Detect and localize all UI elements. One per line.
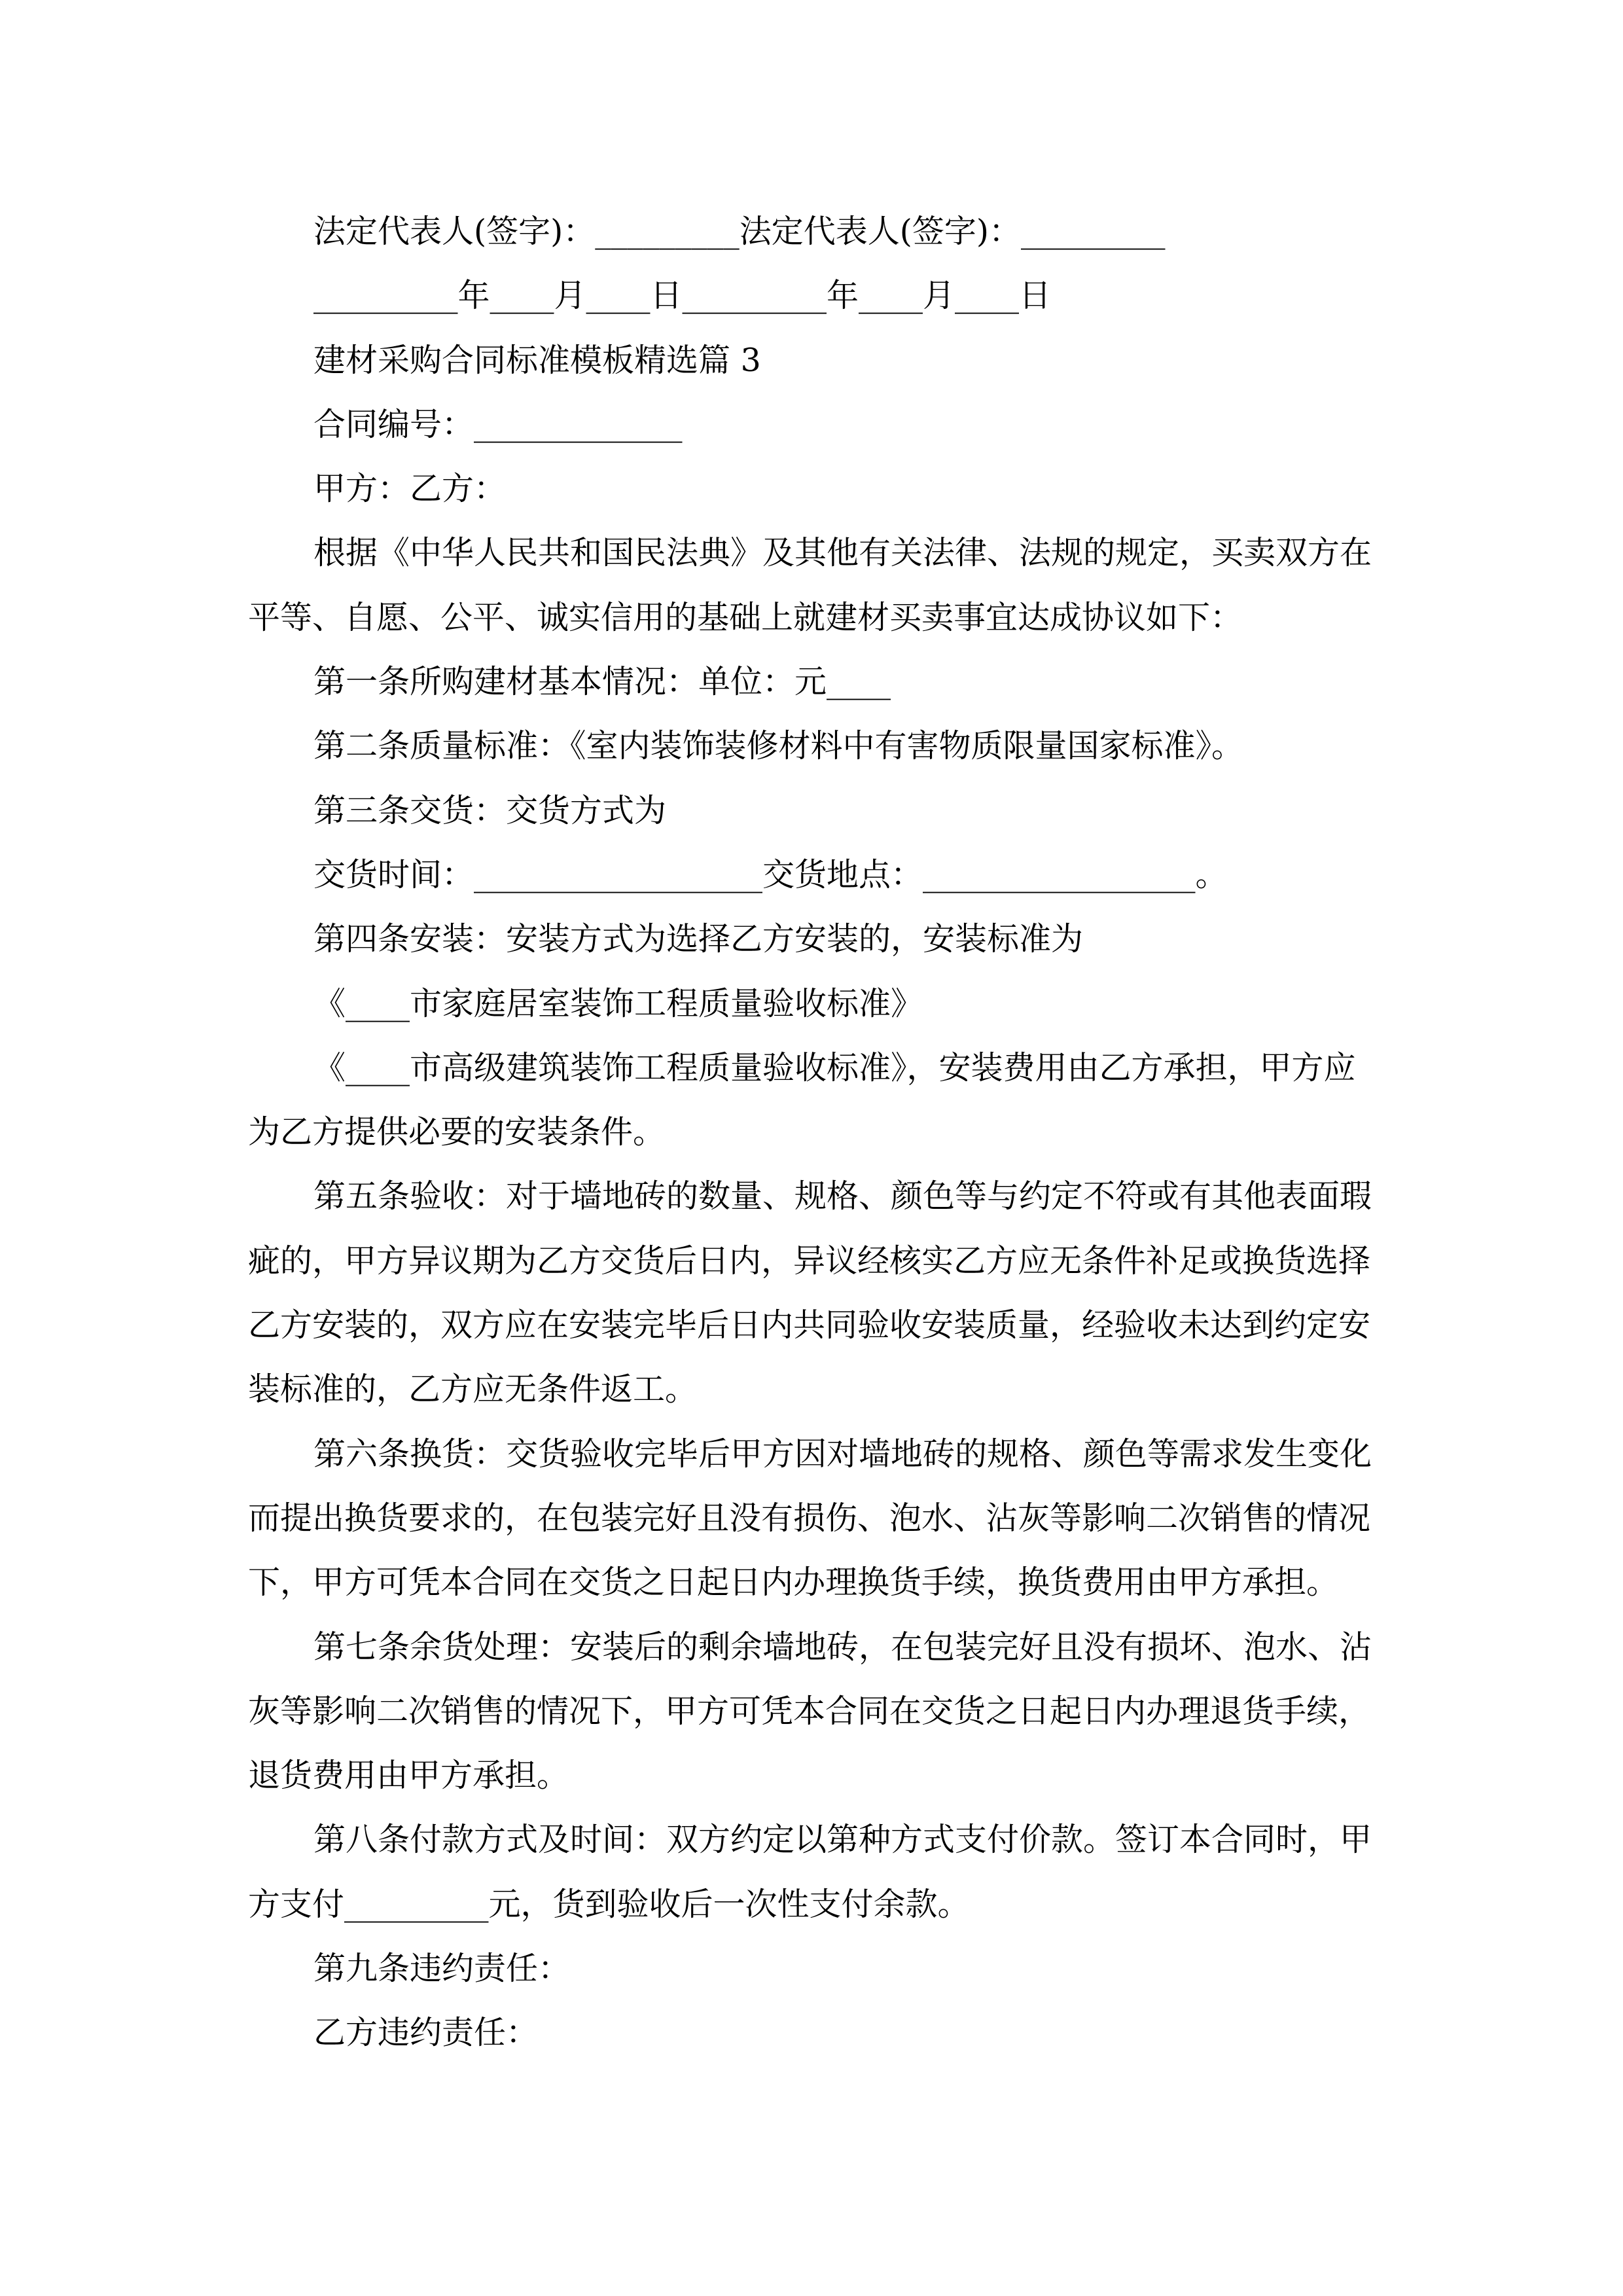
text-line: 《____市家庭居室装饰工程质量验收标准》: [313, 984, 923, 1022]
text-line: 乙方安装的，双方应在安装完毕后日内共同验收安装质量，经验收未达到约定安: [248, 1306, 1371, 1344]
text-line: 《____市高级建筑装饰工程质量验收标准》，安装费用由乙方承担，甲方应: [313, 1049, 1356, 1086]
text-line: 根据《中华人民共和国民法典》及其他有关法律、法规的规定，买卖双方在: [313, 534, 1372, 572]
paragraph: [248, 2001, 1400, 2065]
text-line: 平等、自愿、公平、诚实信用的基础上就建材买卖事宜达成协议如下：: [248, 598, 1243, 636]
text-line: 第七条余货处理：安装后的剩余墙地砖，在包装完好且没有损坏、泡水、沾: [313, 1628, 1372, 1666]
text-line: 方支付_________元，货到验收后一次性支付余款。: [248, 1885, 970, 1923]
paragraph: [248, 779, 1400, 843]
text-line: 第六条换货：交货验收完毕后甲方因对墙地砖的规格、颜色等需求发生变化: [313, 1435, 1372, 1473]
text-line: 交货时间：__________________交货地点：_________________。: [313, 855, 1228, 893]
text-line: 第一条所购建材基本情况：单位：元____: [313, 663, 891, 701]
paragraph: [248, 1164, 1400, 1422]
text-line: 下，甲方可凭本合同在交货之日起日内办理换货手续，换货费用由甲方承担。: [248, 1564, 1339, 1602]
text-line: 乙方违约责任：: [313, 2014, 539, 2052]
paragraph: [248, 843, 1400, 907]
text-line: 而提出换货要求的，在包装完好且没有损伤、泡水、沾灰等影响二次销售的情况: [248, 1499, 1371, 1537]
text-line: 为乙方提供必要的安装条件。: [248, 1113, 666, 1151]
paragraph: [248, 1036, 1400, 1165]
paragraph: [248, 521, 1400, 650]
text-line: 疵的，甲方异议期为乙方交货后日内，异议经核实乙方应无条件补足或换货选择: [248, 1242, 1371, 1280]
paragraph: [248, 1937, 1400, 2001]
text-line: 第九条违约责任：: [313, 1950, 571, 1988]
document-page: [248, 200, 1400, 2066]
paragraph: [248, 1422, 1400, 1615]
paragraph: [248, 1615, 1400, 1808]
paragraph: [248, 1808, 1400, 1937]
text-line: 第二条质量标准：《室内装饰装修材料中有害物质限量国家标准》。: [313, 727, 1244, 765]
text-line: 第三条交货：交货方式为: [313, 791, 667, 829]
text-line: 装标准的，乙方应无条件返工。: [248, 1371, 698, 1408]
paragraph: [248, 714, 1400, 778]
text-line: 灰等影响二次销售的情况下，甲方可凭本合同在交货之日起日内办理退货手续，: [248, 1692, 1371, 1730]
paragraph: [248, 457, 1400, 521]
text-line: 第四条安装：安装方式为选择乙方安装的，安装标准为: [313, 920, 1084, 958]
text-line: 退货费用由甲方承担。: [248, 1757, 569, 1795]
text-line: 法定代表人(签字)：_________法定代表人(签字)：_________: [313, 213, 1166, 250]
text-line: 第五条验收：对于墙地砖的数量、规格、颜色等与约定不符或有其他表面瑕: [313, 1177, 1372, 1215]
paragraph: [248, 907, 1400, 971]
paragraph: [248, 972, 1400, 1036]
text-line: 合同编号：_____________: [313, 405, 683, 443]
paragraph: [248, 393, 1400, 457]
text-line: _________年____月____日_________年____月____日: [313, 277, 1051, 315]
paragraph: [248, 329, 1400, 393]
paragraph: [248, 264, 1400, 328]
text-line: 第八条付款方式及时间：双方约定以第种方式支付价款。签订本合同时，甲: [313, 1821, 1372, 1859]
paragraph: [248, 650, 1400, 714]
text-line: 建材采购合同标准模板精选篇 3: [313, 341, 761, 379]
paragraph: [248, 200, 1400, 264]
text-line: 甲方：乙方：: [313, 470, 507, 508]
